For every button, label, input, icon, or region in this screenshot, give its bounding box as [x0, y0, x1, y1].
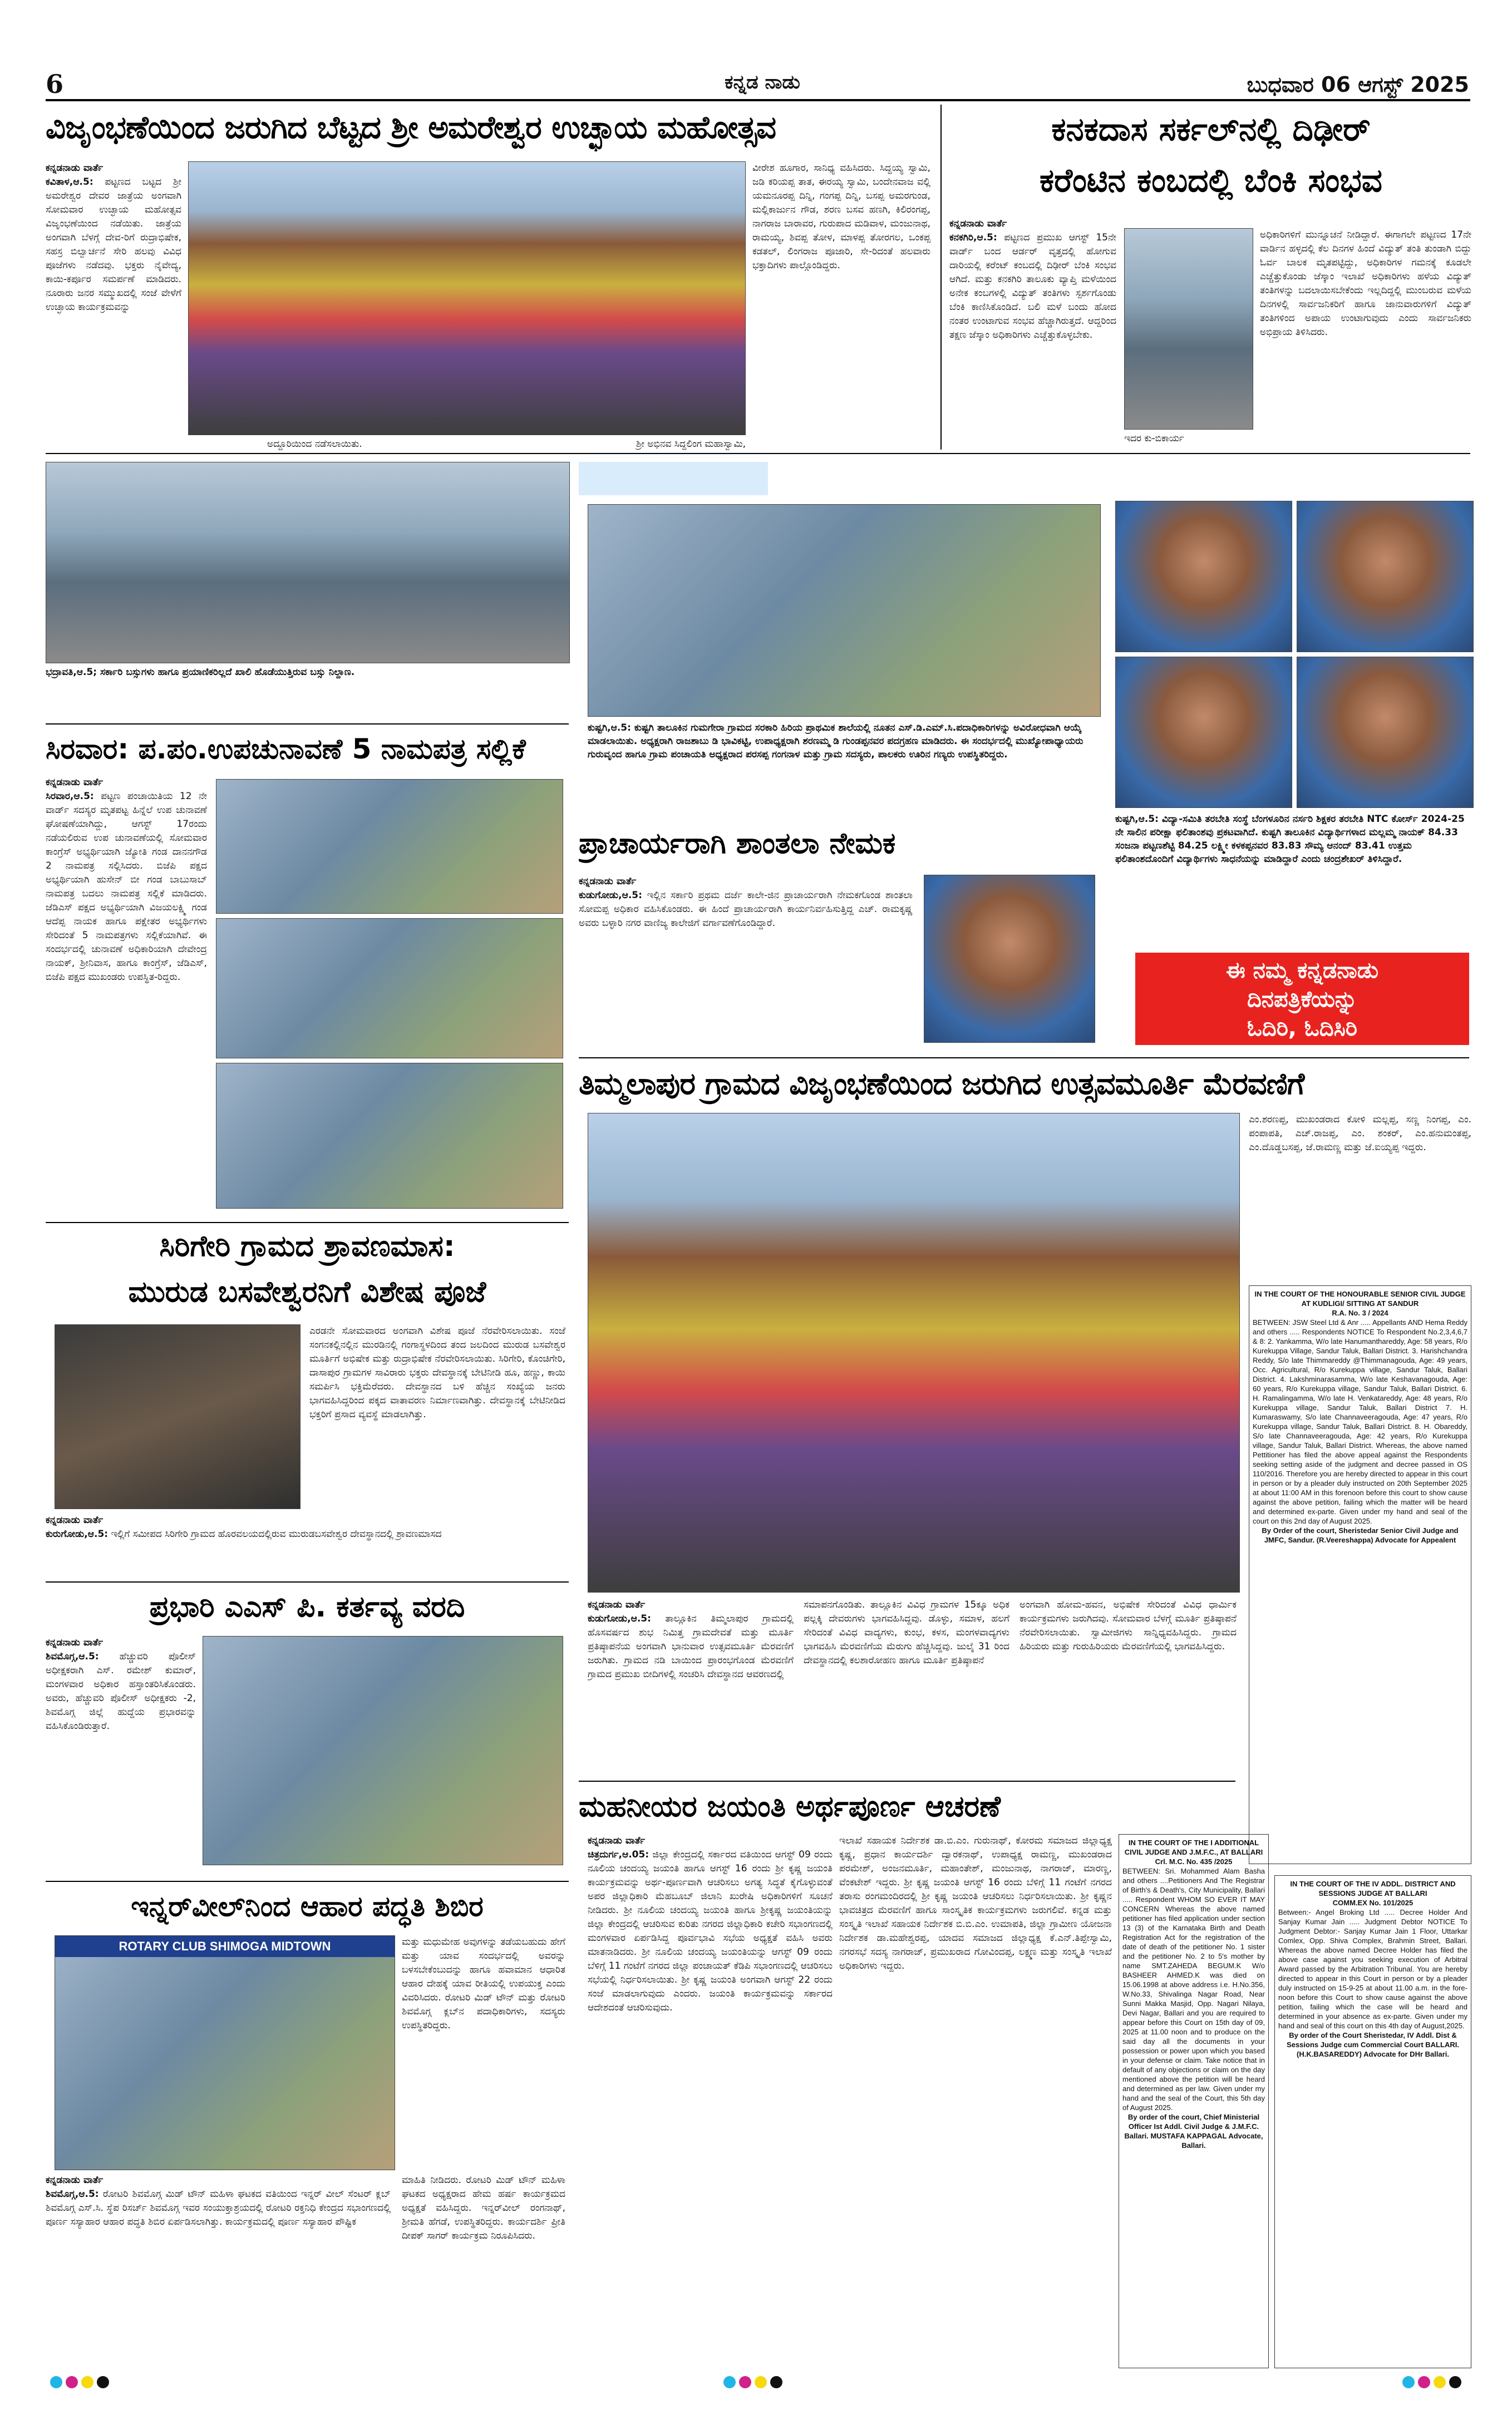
- student-photo-4: [1297, 657, 1474, 808]
- place-date: ಶಿವಮೊಗ್ಗ,ಆ.5:: [46, 1651, 99, 1662]
- thimmalapura-col2: ಸಮಾಪನಗೊಂಡಿತು. ತಾಲ್ಲೂಕಿನ ವಿವಿಧ ಗ್ರಾಮಗಳ 15ಕ್ಕೂ ಅಧಿಕ ಪಲ್ಲಕ್ಕಿ ದೇವರುಗಳು ಭಾಗವಹಿಸಿದ್ದವು. ಡೊಳ್ಳು, ಸಮಾಳ, ಹಲಗೆ ಸೇರಿದಂತೆ ವಿವಿಧ ವಾದ್ಯಗಳು, ಕುಂಭ, ಕಳಸ, ಮಂಗಳವಾದ್ಯಗಳು ಭಾಗವಹಿಸಿ ಮೆರವಣಿಗೆಯ ಮೆರುಗು ಹೆಚ್ಚಿಸಿದ್ದವು. ಜುಲೈ 31 ರಿಂದ ದೇವಸ್ಥಾನದಲ್ಲಿ ಕಲಶಾರೋಹಣ ಹಾಗೂ ಮೂರ್ತಿ ಪ್ರತಿಷ್ಠಾಪನೆ: [804, 1599, 1009, 1666]
- sp-headline: ಪ್ರಭಾರಿ ಎಎಸ್ ಪಿ. ಕರ್ತವ್ಯ ವರದಿ: [149, 1590, 465, 1624]
- kanakadasa-text-left: [949, 217, 1116, 451]
- sirivara-headline: ಸಿರವಾರ: ಪ.ಪಂ.ಉಪಚುನಾವಣೆ 5 ನಾಮಪತ್ರ ಸಲ್ಲಿಕೆ: [46, 733, 526, 765]
- body: ಪಟ್ಟಣ ಪಂಚಾಯಿತಿಯ 12 ನೇ ವಾರ್ಡ್ ಸದಸ್ಯರ ಮೃತಪಟ್ಟ ಹಿನ್ನೆಲೆ ಉಪ ಚುನಾವಣೆ ಘೋಷಣೆಯಾಗಿದ್ದು, ಆಗಸ್ಟ್ 17ರಂದು ನಡೆಯಲಿರುವ ಉಪ ಚುನಾವಣೆಯಲ್ಲಿ ಸೋಮವಾರ ಕಾಂಗ್ರೆಸ್ ಅಭ್ಯರ್ಥಿಯಾಗಿ ಜ್ಯೋತಿ ಗಂಡ ದಾನನಗೌಡ 2 ನಾಮಪತ್ರ ಸಲ್ಲಿಸಿದರು. ಬಿಜೆಪಿ ಪಕ್ಷದ ಅಭ್ಯರ್ಥಿಯಾಗಿ ಹುಸೇನ್ ಬೀ ಗಂಡ ಬಾಬುಸಾಬ್ ನಾಮಪತ್ರ ಬದಲು ನಾಮಪತ್ರ ಸಲ್ಲಿಕೆ ಮಾಡಿದರು. ಜೆಡಿಎಸ್ ಪಕ್ಷದ ಅಭ್ಯರ್ಥಿಯಾಗಿ ವಿಜಯಲಕ್ಷ್ಮಿ ಗಂಡ ಆದೆಪ್ಪ ನಾಯಕ ಹಾಗೂ ಪಕ್ಷೇತರ ಅಭ್ಯರ್ಥಿಗಳು ಸೇರಿದಂತೆ 5 ನಾಮಪತ್ರಗಳು ಸಲ್ಲಿಕೆಯಾಗಿವೆ. ಈ ಸಂದರ್ಭದಲ್ಲಿ ಚುನಾವಣೆ ಅಧಿಕಾರಿಯಾಗಿ ದೇವೇಂದ್ರ ನಾಯಕ್, ಶ್ರೀನಿವಾಸ, ಹಾಗೂ ಕಾಂಗ್ರೆಸ್, ಜೆಡಿಎಸ್, ಬಿಜೆಪಿ ಪಕ್ಷದ ಮುಖಂಡರು ಉಪಸ್ಥಿತ-ರಿದ್ದರು.: [46, 791, 207, 983]
- bus-stand-photo: [46, 462, 570, 663]
- sp-text: [46, 1636, 196, 1875]
- kushtagi-school-photo: [588, 504, 1101, 717]
- place-date: ಶಿವಮೊಗ್ಗ,ಆ.5:: [46, 2189, 99, 2200]
- byline: ಕನ್ನಡನಾಡು ವಾರ್ತೆ: [579, 876, 637, 887]
- registration-marks-center: [723, 2376, 782, 2388]
- byline: ಕನ್ನಡನಾಡು ವಾರ್ತೆ: [46, 1637, 104, 1648]
- cyan-dot: [50, 2376, 62, 2388]
- promo-line-1: ಈ ನಮ್ಮ ಕನ್ನಡನಾಡು: [1226, 958, 1378, 983]
- place-date: ಕುಡುಗೋಡು,ಆ.5:: [588, 1613, 651, 1624]
- student-photo-3: [1115, 657, 1292, 808]
- bus-stand-caption: ಭದ್ರಾವತಿ,ಆ.5; ಸರ್ಕಾರಿ ಬಸ್ಸುಗಳು ಹಾಗೂ ಪ್ರಯಾಣಿಕರಿಲ್ಲದೆ ಖಾಲಿ ಹೊಡೆಯುತ್ತಿರುವ ಬಸ್ಸು ನಿಲ್ದಾಣ.: [46, 667, 355, 678]
- innerwheel-text-right: ಮತ್ತು ಮಧುಮೇಹ ಅವುಗಳನ್ನು ತಡೆಯಬಹುದು ಹೇಗೆ ಮತ್ತು ಯಾವ ಸಂದರ್ಭದಲ್ಲಿ ಅವರನ್ನು ಬಳಸಬೇಕೆಂಬುದನ್ನು ಹಾಗೂ ಹವಾಮಾನ ಆಧಾರಿತ ಆಹಾರ ದೇಹಕ್ಕೆ ಯಾವ ರೀತಿಯಲ್ಲಿ ಉಪಯುಕ್ತ ಎಂದು ವಿವರಿಸಿದರು. ರೋಟರಿ ಮಿಡ್ ಟೌನ್ ಮತ್ತು ರೋಟರಿ ಶಿವಮೊಗ್ಗ ಕ್ಲಬ್‌ನ ಪದಾಧಿಕಾರಿಗಳು, ಸದಸ್ಯರು ಉಪಸ್ಥಿತರಿದ್ದರು.: [402, 1936, 565, 2031]
- thimmalapura-col1: [588, 1598, 794, 1765]
- section-rule: [579, 1781, 1235, 1782]
- body: ರೋಟರಿ ಶಿವಮೊಗ್ಗ ಮಿಡ್ ಟೌನ್ ಮಹಿಳಾ ಘಟಕದ ವತಿಯಿಂದ ಇನ್ನರ್ ವೀಲ್ ಸೆಂಟರ್ ಕ್ಲಬ್ ಶಿವಮೊಗ್ಗ ಎಸ್.ಸಿ. ಸ್ಥೆಪ ರಿಸರ್ಚ್ ಶಿವಮೊಗ್ಗ ಇವರ ಸಂಯುಕ್ತಾಶ್ರಯದಲ್ಲಿ ರೋಟರಿ ರಕ್ತನಿಧಿ ಕೇಂದ್ರದ ಸಭಾಂಗಣದಲ್ಲಿ ಪೂರ್ಣ ಸಸ್ಯಾಹಾರ ಆಹಾರ ಪದ್ಧತಿ ಶಿಬಿರ ಏರ್ಪಡಿಸಲಾಗಿತ್ತು. ಕಾರ್ಯಕ್ರಮದಲ್ಲಿ ಪೂರ್ಣ ಸಸ್ಯಾಹಾರ ಪೌಷ್ಟಿಕ: [46, 2189, 391, 2227]
- byline: ಕನ್ನಡನಾಡು ವಾರ್ತೆ: [588, 1599, 646, 1610]
- body: ತಾಲ್ಲೂಕಿನ ತಿಮ್ಮಲಾಪುರ ಗ್ರಾಮದಲ್ಲಿ ಹೊಸವರ್ಷದ ಶುಭ ನಿಮಿತ್ತ ಗ್ರಾಮದೇವತೆ ಮತ್ತು ಮೂರ್ತಿ ಪ್ರತಿಷ್ಠಾಪನೆಯ ಅಂಗವಾಗಿ ಭಾನುವಾರ ಉತ್ಸವಮೂರ್ತಿ ಮೆರವಣಿಗೆ ಜರುಗಿತು. ಗ್ರಾಮದ ನಡಿ ಬಾಯಿಂದ ಪ್ರಾರಂಭಗೊಂಡ ಮೆರವಣಿಗೆ ಗ್ರಾಮದ ಪ್ರಮುಖ ಬೀದಿಗಳಲ್ಲಿ ಸಂಚರಿಸಿ ದೇವಸ್ಥಾನದ ಆವರಣದಲ್ಲಿ: [588, 1613, 794, 1680]
- sp-photo: [203, 1636, 563, 1865]
- section-rule: [579, 1057, 1469, 1058]
- body: ಜಿಲ್ಲಾ ಕೇಂದ್ರದಲ್ಲಿ ಸರ್ಕಾರದ ವತಿಯಿಂದ ಆಗಸ್ಟ್ 09 ರಂದು ನೂಲಿಯ ಚಂದಯ್ಯ ಜಯಂತಿ ಹಾಗೂ ಆಗಸ್ಟ್ 16 ರಂದು ಶ್ರೀ ಕೃಷ್ಣ ಜಯಂತಿ ಕಾರ್ಯಕ್ರಮವನ್ನು ಅರ್ಥ-ಪೂರ್ಣವಾಗಿ ಆಚರಿಸಲು ಅಗತ್ಯ ಸಿದ್ಧತೆ ಕೈಗೊಳ್ಳುವಂತೆ ಅಪರ ಜಿಲ್ಲಾಧಿಕಾರಿ ಮೆಹಬೂಬ್ ಜಿಲಾನಿ ಖುರೇಷಿ ಅಧಿಕಾರಿಗಳಿಗೆ ಸೂಚನೆ ನೀಡಿದರು. ಶ್ರೀ ನೂಲಿಯ ಚಂದಯ್ಯ ಜಯಂತಿ ಹಾಗೂ ಶ್ರೀಕೃಷ್ಣ ಜಯಂತಿಯನ್ನು ಜಿಲ್ಲಾ ಕೇಂದ್ರದಲ್ಲಿ ಆಚರಿಸುವ ಕುರಿತು ನಗರದ ಜಿಲ್ಲಾಧಿಕಾರಿ ಕಚೇರಿ ಸಭಾಂಗಣದಲ್ಲಿ ಮಂಗಳವಾರ ಏರ್ಪಡಿಸಿದ್ದ ಪೂರ್ವಭಾವಿ ಸಭೆಯ ಅಧ್ಯಕ್ಷತೆ ವಹಿಸಿ ಅವರು ಮಾತನಾಡಿದರು. ಶ್ರೀ ನೂಲಿಯ ಚಂದಯ್ಯ ಜಯಂತಿಯನ್ನು ಆಗಸ್ಟ್ 09 ರಂದು ಬೆಳಿಗ್ಗೆ 11 ಗಂಟೆಗೆ ನಗರದ ಜಿಲ್ಲಾ ಪಂಚಾಯತ್ ಕೆಡಿಪಿ ಸಭಾಂಗಣದಲ್ಲಿ ಆಚರಿಸಲು ಸಭೆಯಲ್ಲಿ ನಿರ್ಧರಿಸಲಾಯಿತು. ಶ್ರೀ ಕೃಷ್ಣ ಜಯಂತಿ ಅಂಗವಾಗಿ ಆಗಸ್ಟ್ 22 ರಂದು ಸಂಜೆ ಮಾಡಲಾಗುವುದು ಎಂದರು. ಜಯಂತಿ ಕಾರ್ಯಕ್ರಮವನ್ನು ಸರ್ಕಾರದ ಆದೇಶದಂತೆ ಆಚರಿಸುವುದು.: [588, 1849, 833, 2013]
- place-date: ಕುರುಗೋಡು,ಆ.5:: [46, 1529, 109, 1540]
- thimmalapura-photo: [588, 1113, 1240, 1593]
- student-photo-2: [1297, 501, 1474, 652]
- yellow-dot: [755, 2376, 767, 2388]
- byline: ಕನ್ನಡನಾಡು ವಾರ್ತೆ: [46, 777, 104, 788]
- byline: ಕನ್ನಡನಾಡು ವಾರ್ತೆ: [46, 162, 104, 174]
- students-caption: ಕುಷ್ಟಗಿ,ಆ.5: ವಿದ್ಯಾ-ಸಮಿತಿ ತರಬೇತಿ ಸಂಸ್ಥೆ ಬೆಂಗಳೂರಿನ ನರ್ಸರಿ ಶಿಕ್ಷಕರ ತರಬೇತಿ NTC ಕೋರ್ಸ್ 2024-25 ನೇ ಸಾಲಿನ ಪರೀಕ್ಷಾ ಫಲಿತಾಂಶವು ಪ್ರಕಟವಾಗಿದೆ. ಕುಷ್ಟಗಿ ತಾಲೂಕಿನ ವಿದ್ಯಾರ್ಥಿಗಳಾದ ಮಲ್ಲಮ್ಮ ನಾಯಕ್ 84.33 ಸಂಜನಾ ಪಟ್ಟಣಶೆಟ್ಟಿ 84.25 ಲಕ್ಷ್ಮೀ ಕಳಕಪ್ಪನವರ 83.83 ಸೌಮ್ಯ ಆನಂದ್ 83.41 ಉತ್ತಮ ಫಲಿತಾಂಶದೊಂದಿಗೆ ವಿದ್ಯಾರ್ಥಿಗಳು ಸಾಧನೆಯನ್ನು ಮಾಡಿದ್ದಾರೆ ಎಂದು ಚಂದ್ರಶೇಖರ್ ತಿಳಿಸಿದ್ದಾರೆ.: [1115, 814, 1465, 865]
- section-rule: [46, 453, 1470, 454]
- place-date: ಕನಕಗಿರಿ,ಆ.5:: [949, 232, 997, 243]
- sirigeri-photo: [55, 1324, 301, 1509]
- place-date: ಚಿತ್ರದುರ್ಗ,ಆ.05:: [588, 1849, 649, 1860]
- thimmalapura-headline: ತಿಮ್ಮಲಾಪುರ ಗ್ರಾಮದ ವಿಜೃಂಭಣೆಯಿಂದ ಜರುಗಿದ ಉತ್ಸವಮೂರ್ತಿ ಮೆರವಣಿಗೆ: [579, 1066, 1304, 1101]
- mahaniya-col1: [588, 1834, 833, 2352]
- kanakadasa-text-right: ಅಧಿಕಾರಿಗಳಿಗೆ ಮುನ್ನೂಚನೆ ನೀಡಿದ್ದಾರೆ. ಈಗಾಗಲೇ ಪಟ್ಟಣದ 17ನೇ ವಾರ್ಡಿನ ಹಳ್ಳದಲ್ಲಿ ಕೆಲ ದಿನಗಳ ಹಿಂದೆ ವಿದ್ಯುತ್ ತಂತಿ ತುಂಡಾಗಿ ಬಿದ್ದು ಓರ್ವ ಬಾಲಕ ಮೃತಪಟ್ಟಿದ್ದು, ಅಧಿಕಾರಿಗಳ ಗಮನಕ್ಕೆ ಕೂಡಲೇ ಎಚ್ಚೆತ್ತುಕೊಂಡು ಜೆಸ್ಕಾಂ ಇಲಾಖೆ ಅಧಿಕಾರಿಗಳು ಹಳೆಯ ವಿದ್ಯುತ್ ತಂತಿಗಳನ್ನು ಬದಲಾಯಿಸಬೇಕೆಂದು ಇಲ್ಲದಿದ್ದಲ್ಲಿ ಮುಂಬರುವ ಮಳೆಯ ದಿನಗಳಲ್ಲಿ ಸಾರ್ವಜನಿಕರಿಗೆ ಹಾಗೂ ಜಾನುವಾರುಗಳಿಗೆ ವಿದ್ಯುತ್ ತಂತಿಗಳಿಂದ ಅಪಾಯ ಉಂಟಾಗುವುದು ಎಂದು ಸಾರ್ವಜನಿಕರು ಅಭಿಪ್ರಾಯ ತಿಳಿಸಿದರು.: [1260, 229, 1471, 338]
- kanakadasa-headline-line2: ಕರೆಂಟಿನ ಕಂಬದಲ್ಲಿ ಬೆಂಕಿ ಸಂಭವ: [1040, 161, 1382, 199]
- legal-court: IN THE COURT OF THE HONOURABLE SENIOR CIVIL JUDGE AT KUDLIGI/ SITTING AT SANDUR: [1254, 1290, 1466, 1308]
- legal-court: IN THE COURT OF THE I ADDITIONAL CIVIL JUDGE AND J.M.F.C., AT BALLARI: [1124, 1839, 1263, 1856]
- innerwheel-photo: [55, 1935, 395, 2170]
- black-dot: [1449, 2376, 1461, 2388]
- innerwheel-headline: ಇನ್ನರ್‌ವೀಲ್‌ನಿಂದ ಆಹಾರ ಪದ್ಧತಿ ಶಿಬಿರ: [131, 1890, 484, 1923]
- kanakadasa-headline-line1: ಕನಕದಾಸ ಸರ್ಕಲ್‌ನಲ್ಲಿ ದಿಢೀರ್: [1051, 110, 1371, 148]
- legal-case-no: R.A. No. 3 / 2024: [1332, 1309, 1388, 1317]
- thimmalapura-side-text: ಎಂ.ಶರಣಪ್ಪ, ಮುಖಂಡರಾದ ಕೋಳಿ ಮಲ್ಲಪ್ಪ, ಸಣ್ಣ ನಿಂಗಪ್ಪ, ಎಂ. ಪಂಪಾಪತಿ, ಎಚ್.ರಾಜಪ್ಪ, ಎಂ. ಶಂಕರ್, ಎಂ.ಹನುಮಂತಪ್ಪ, ಎಂ.ದೊಡ್ಡಬಸಪ್ಪ, ಜೆ.ರಾಮಣ್ಣ ಮತ್ತು ಜೆ.ಐಯ್ಯಪ್ಪ ಇದ್ದರು.: [1249, 1114, 1471, 1153]
- legal-notice-3: [1274, 1875, 1471, 2368]
- innerwheel-text-bottom: [46, 2174, 391, 2363]
- section-rule: [46, 1581, 569, 1583]
- byline: ಕನ್ನಡನಾಡು ವಾರ್ತೆ: [46, 1515, 104, 1526]
- place-date: ಕವಿತಾಳ,ಆ.5:: [46, 176, 93, 188]
- body: ಹೆಚ್ಚುವರಿ ಪೊಲೀಸ್ ಅಧೀಕ್ಷಕರಾಗಿ ಎಸ್. ರಮೇಶ್ ಕುಮಾರ್, ಮಂಗಳವಾರ ಅಧಿಕಾರ ಹಸ್ತಾಂತರಿಸಿಕೊಂಡರು. ಅವರು, ಹೆಚ್ಚುವರಿ ಪೊಲೀಸ್ ಅಧೀಕ್ಷಕರು -2, ಶಿವಮೊಗ್ಗ ಜಿಲ್ಲೆ ಹುದ್ದೆಯ ಪ್ರಭಾರವನ್ನು ವಹಿಸಿಕೊಂಡಿರುತ್ತಾರೆ.: [46, 1651, 196, 1732]
- sirivara-photo-3: [216, 1063, 563, 1209]
- sirigeri-headline-line2: ಮುರುಡ ಬಸವೇಶ್ವರನಿಗೆ ವಿಶೇಷ ಪೂಜೆ: [128, 1275, 486, 1309]
- registration-marks-left: [50, 2376, 109, 2388]
- legal-court: IN THE COURT OF THE IV ADDL. DISTRICT AND SESSIONS JUDGE AT BALLARI: [1290, 1880, 1456, 1898]
- principal-text: [579, 875, 913, 1019]
- sirivara-text: [46, 776, 207, 1221]
- thimmalapura-col3: ಅಂಗವಾಗಿ ಹೋಮ-ಹವನ, ಅಭಿಷೇಕ ಸೇರಿದಂತೆ ವಿವಿಧ ಧಾರ್ಮಿಕ ಕಾರ್ಯಕ್ರಮಗಳು ಜರುಗಿದವು. ಸೋಮವಾರ ಬೆಳಗ್ಗೆ ಮೂರ್ತಿ ಪ್ರತಿಷ್ಠಾಪನೆ ನೆರವೇರಿಸಲಾಯಿತು. ಸ್ವಾಮೀಜಿಗಳು ಸಾನ್ನಿಧ್ಯವಹಿಸಿದ್ದರು. ಗ್ರಾಮದ ಹಿರಿಯರು ಮತ್ತು ಗುರುಹಿರಿಯರು ಮೆರವಣಿಗೆಯಲ್ಲಿ ಭಾಗವಹಿಸಿದ್ದರು.: [1020, 1599, 1237, 1652]
- registration-marks-right: [1402, 2376, 1461, 2388]
- promo-box: [1135, 953, 1469, 1045]
- sirigeri-headline-line1: ಸಿರಿಗೇರಿ ಗ್ರಾಮದ ಶ್ರಾವಣಮಾಸ:: [159, 1230, 455, 1263]
- byline: ಕನ್ನಡನಾಡು ವಾರ್ತೆ: [588, 1835, 646, 1846]
- kanakadasa-photo-caption: ಇದರ ಕು-ಬಿಕಾರ್ಯ: [1124, 433, 1184, 444]
- principal-headline: ಪ್ರಾಚಾರ್ಯರಾಗಿ ಶಾಂತಲಾ ನೇಮಕ: [579, 827, 896, 860]
- promo-line-2: ದಿನಪತ್ರಿಕೆಯನ್ನು: [1247, 987, 1358, 1012]
- yellow-dot: [1434, 2376, 1446, 2388]
- date-line: ಬುಧವಾರ 06 ಆಗಸ್ಟ್ 2025: [1247, 72, 1469, 97]
- body: ಪಟ್ಟಣದ ಬಟ್ಟದ ಶ್ರೀ ಅಮರೇಶ್ವರ ದೇವರ ಜಾತ್ರೆಯ ಅಂಗವಾಗಿ ಸೋಮವಾರ ಉಚ್ಛಾಯ ಮಹೋತ್ಸವ ವಿಜೃಂಭಣೆಯಿಂದ ನಡೆಯಿತು. ಜಾತ್ರೆಯ ಅಂಗವಾಗಿ ಬೆಳಗ್ಗೆ ದೇವ-ರಿಗೆ ರುದ್ರಾಭಿಷೇಕ, ಸಹಸ್ರ ಬಿಲ್ವಾರ್ಚನೆ ಸೇರಿ ಹಲವು ವಿವಿಧ ಪೂಜೆಗಳು ನಡೆದವು. ಭಕ್ತರು ನೈವೇದ್ಯ, ಕಾಯಿ-ಕರ್ಪೂರ ಸಮರ್ಪಣೆ ಮಾಡಿದರು. ನೂರಾರು ಜನರ ಸಮ್ಮುಖದಲ್ಲಿ ಸಂಜೆ ವೇಳೆಗೆ ಉಚ್ಛಾಯ ಕಾರ್ಯಕ್ರಮವನ್ನು: [46, 176, 181, 313]
- amareshwara-caption-a: ಅದ್ದೂರಿಯಿಂದ ನಡೆಸಲಾಯಿತು.: [267, 438, 362, 450]
- mahaniya-headline: ಮಹನೀಯರ ಜಯಂತಿ ಅರ್ಥಪೂರ್ಣ ಆಚರಣೆ: [579, 1790, 1001, 1823]
- amareshwara-photo: [188, 161, 746, 435]
- place-date: ಕುಡುಗೋಡು,ಆ.5:: [579, 890, 642, 901]
- cyan-dot: [723, 2376, 736, 2388]
- legal-body: Between:- Angel Broking Ltd ..... Decree Holder And Sanjay Kumar Jain ..... Judgment Debtor NOTICE To Judgment Debtor:- Sanjay Kumar Jain 1 Floor, Uttarkar Comlex, Opp. Shiva Complex, Brahmin Street, Ballari. Whereas the above named Decree Holder has filed the above case against you seeking execution of Arbitral Award passed by the Arbitration Tribunal. You are hereby directed to appear in this Court in person or by a pleader duly instructed on 15-9-25 at about 11.00 a.m. in the fore-noon before this Court to show cause against the above petition, failing which the case will be heard and determined in your absence as ex-parte. Given under my hand and seal of this court on this 4th day of August,2025.: [1278, 1908, 1467, 2030]
- kushtagi-school-caption: ಕುಷ್ಟಗಿ,ಆ.5: ಕುಷ್ಟಗಿ ತಾಲೂಕಿನ ಗುಮಗೇರಾ ಗ್ರಾಮದ ಸರಕಾರಿ ಹಿರಿಯ ಪ್ರಾಥಮಿಕ ಶಾಲೆಯಲ್ಲಿ ನೂತನ ಎಸ್.ಡಿ.ಎಮ್.ಸಿ.ಪದಾಧಿಕಾರಿಗಳನ್ನು ಅವಿರೋಧವಾಗಿ ಆಯ್ಕೆ ಮಾಡಲಾಯಿತು. ಅಧ್ಯಕ್ಷರಾಗಿ ರಾಜಶಾಬು ಡಿ ಭಾವಿಕಟ್ಟಿ, ಉಪಾಧ್ಯಕ್ಷರಾಗಿ ಶರಣಮ್ಮ ಡಿ ಗುಂಡಪ್ಪನವರ ಪದಗ್ರಹಣ ಮಾಡಿದರು. ಈ ಸಂದರ್ಭದಲ್ಲಿ ಮುಖ್ಯೋಪಾಧ್ಯಾಯರು ಗುರುವೃಂದ ಹಾಗೂ ಗ್ರಾಮ ಪಂಚಾಯತಿ ಅಧ್ಯಕ್ಷರಾದ ಪರಸಪ್ಪ ಗಂಗನಾಳ ಮತ್ತು ಗ್ರಾಮ ಸದಸ್ಯರು, ಪಾಲಕರು ಊರಿನ ಗಣ್ಯರು ಉಪಸ್ಥಿತರಿದ್ದರು.: [588, 722, 1083, 760]
- byline: ಕನ್ನಡನಾಡು ವಾರ್ತೆ: [949, 218, 1007, 229]
- legal-case-no: Crl. M.C. No. 435 /2025: [1155, 1857, 1233, 1866]
- legal-notice-1: [1249, 1285, 1471, 1864]
- student-photo-1: [1115, 501, 1292, 652]
- magenta-dot: [739, 2376, 751, 2388]
- innerwheel-text-bottom-right: ಮಾಹಿತಿ ನೀಡಿದರು. ರೋಟರಿ ಮಿಡ್ ಟೌನ್ ಮಹಿಳಾ ಘಟಕದ ಅಧ್ಯಕ್ಷರಾದ ಹೇಮ ಹರ್ಷ ಕಾರ್ಯಕ್ರಮದ ಅಧ್ಯಕ್ಷತೆ ವಹಿಸಿದ್ದರು. ಇನ್ನರ್‌ವೀಲ್ ರಂಗನಾಥ್, ಶ್ರೀಮತಿ ಹೆಗಡೆ, ಉಪಸ್ಥಿತರಿದ್ದರು. ಕಾರ್ಯದರ್ಶಿ ಪ್ರೀತಿ ದೀಪಕ್ ಸಾಗರ್ ಕಾರ್ಯಕ್ರಮ ನಿರೂಪಿಸಿದರು.: [402, 2175, 565, 2241]
- legal-sign: By order of the Court Sheristedar, IV Addl. Dist & Sessions Judge cum Commercial Court BALLARI. (H.K.BASAREDDY) Advocate for DHr Ballari.: [1287, 2031, 1459, 2058]
- amareshwara-text-right: ವೀರೇಶ ಹೂಗಾರ, ಸಾನಿಧ್ಯ ವಹಿಸಿದರು. ಸಿದ್ದಯ್ಯ ಸ್ವಾಮಿ, ಜಡಿ ಕರಿಯಪ್ಪ ತಾತ, ಈರಯ್ಯ ಸ್ವಾಮಿ, ಬಂದೇನವಾಜ ವಲ್ಲಿ ಯಮನೂರಪ್ಪ ದಿನ್ನಿ, ಗಂಗಪ್ಪ ದಿನ್ನಿ, ಬಸಪ್ಪ ಅಮರಗುಂಡ, ಮಲ್ಲಿಕಾರ್ಜುನ ಗೌಡ, ಶರಣ ಬಸವ ಹಣಗಿ, ಕಿಲಿರಂಗಪ್ಪ, ನಾಗರಾಜ ಬಾರಾವರ, ಗುರುಪಾದ ಮಡಿವಾಳ, ಮಂಜುನಾಥ, ರಾಮಯ್ಯ, ಶಿವಪ್ಪ ತೋಳ, ಮಾಳಪ್ಪ ತೋರಗಲ, ಒಂಕಪ್ಪ ಕಡತಲ್, ಲಿಂಗರಾಜ ಪೂಜಾರಿ, ಸೇ-ರಿದಂತೆ ಹಲವಾರು ಭಕ್ತಾದಿಗಳು ಪಾಲ್ಗೊಂಡಿದ್ದರು.: [752, 162, 930, 271]
- legal-sign: By order of the court, Chief Ministerial Officer Ist Addl. Civil Judge & J.M.F.C. Ballari. MUSTAFA KAPPAGAL Advocate, Ballari.: [1124, 2113, 1263, 2150]
- body: ಇಲ್ಲಿಗೆ ಸಮೀಪದ ಸಿರಿಗೇರಿ ಗ್ರಾಮದ ಹೊರವಲಯದಲ್ಲಿರುವ ಮುರುಡಬಸವೇಶ್ವರ ದೇವಸ್ಥಾನದಲ್ಲಿ ಶ್ರಾವಣಮಾಸದ: [111, 1529, 442, 1540]
- amareshwara-headline: ವಿಜೃಂಭಣೆಯಿಂದ ಜರುಗಿದ ಬೆಟ್ಟದ ಶ್ರೀ ಅಮರೇಶ್ವರ ಉಚ್ಛಾಯ ಮಹೋತ್ಸವ: [46, 110, 776, 146]
- page-number: 6: [46, 69, 64, 99]
- blue-banner: [579, 462, 768, 495]
- black-dot: [97, 2376, 109, 2388]
- section-rule: [46, 1222, 569, 1223]
- sirivara-photo-2: [216, 918, 563, 1058]
- sirigeri-text-bottom: [46, 1514, 565, 1575]
- magenta-dot: [1418, 2376, 1430, 2388]
- legal-sign: By Order of the court, Sheristedar Senior Civil Judge and JMFC, Sandur. (R.Veereshappa) Advocate for Appealent: [1262, 1526, 1459, 1544]
- place-date: ಸಿರವಾರ,ಆ.5:: [46, 791, 94, 802]
- body: ಇಲ್ಲಿನ ಸರ್ಕಾರಿ ಪ್ರಥಮ ದರ್ಜೆ ಕಾಲೇ-ಜಿನ ಪ್ರಾಚಾರ್ಯರಾಗಿ ನೇಮಕಗೊಂಡ ಶಾಂತಲಾ ಸೋಮಪ್ಪ ಅಧಿಕಾರ ವಹಿಸಿಕೊಂಡರು. ಈ ಹಿಂದೆ ಪ್ರಾಚಾರ್ಯರಾಗಿ ಕಾರ್ಯನಿರ್ವಹಿಸುತ್ತಿದ್ದ ಎಚ್. ರಾಮಕೃಷ್ಣ ಅವರು ಬಳ್ಳಾರಿ ನಗರ ವಾಣಿಜ್ಯ ಕಾಲೇಜಿಗೆ ವರ್ಗಾವಣೆಗೊಂಡಿದ್ದಾರೆ.: [579, 890, 913, 929]
- amareshwara-text-left: [46, 161, 181, 451]
- section-rule: [46, 723, 569, 725]
- sirivara-photo-1: [216, 779, 563, 914]
- black-dot: [770, 2376, 782, 2388]
- column-rule: [940, 105, 942, 450]
- kanakadasa-photo: [1124, 228, 1253, 430]
- section-rule: [46, 1881, 569, 1882]
- legal-body: BETWEEN: Sri. Mohammed Alam Basha and others ....Petitioners And The Registrar of Birth's & Death's, City Municipality, Ballari ..... Respondent WHOM SO EVER IT MAY CONCERN Whereas the above named petitioner has filed application under section 13 (3) of the Karnataka Birth and Death Registration Act for the registration of the date of death of the petitioner No. 1 sister and the petitioner No. 2 to 5's mother by name SMT.ZAHEDA BEGUM.K W/o BASHEER AHMED.K was died on 15.06.1998 at above address i.e. H.No.356, W.No.33, Shivalinga Nagar Road, Near Sunni Makka Masjid, Opp. Nagari Nilaya, Devi Nagar, Ballari and you are required to appear before this Court on 15th day of 09, 2025 at 11.00 noon and to produce on the said day all the documents in your possession or power upon which you based in your defense or claim. Take notice that in default of any objections or claim on the day mentioned above the petition will be heard and determined as per law. Given under my hand and the seal of the Court, this 5th day of August 2025.: [1122, 1867, 1265, 2112]
- promo-line-3: ಓದಿರಿ, ಓದಿಸಿರಿ: [1247, 1016, 1358, 1041]
- sirigeri-text-right: ಎರಡನೇ ಸೋಮವಾರದ ಅಂಗವಾಗಿ ವಿಶೇಷ ಪೂಜೆ ನೆರವೇರಿಸಲಾಯಿತು. ಸಂಜೆ ಸಂಗನಕಲ್ಲಿನಲ್ಲಿನ ಮುರಡಿನಲ್ಲಿ ಗಂಗಾಸ್ಥಳದಿಂದ ತಂದ ಜಲದಿಂದ ಮುರುಡ ಬಸವೇಶ್ವರ ಮೂರ್ತಿಗೆ ಅಭಿಷೇಕ ಮತ್ತು ರುದ್ರಾಭಿಷೇಕ ನೆರವೇರಿಸಲಾಯಿತು. ಸಿರಿಗೇರಿ, ಕೊಂಚಿಗೇರಿ, ದಾಸಾಪುರ ಗ್ರಾಮಗಳ ಸಾವಿರಾರು ಭಕ್ತರು ದೇವಸ್ಥಾನಕ್ಕೆ ಬೇಟಿನೀಡಿ ಹೂ, ಹಣ್ಣು, ಕಾಯಿ ಸಮರ್ಪಿಸಿ ಭಕ್ತಿಮೆರೆದರು. ದೇವಸ್ಥಾನದ ಬಳಿ ಹೆಚ್ಚಿನ ಸಂಖ್ಯೆಯ ಜನರು ಭಾಗವಹಿಸಿದ್ದರಿಂದ ಪಕ್ಕದ ವಾತಾವರಣ ನಿರ್ಮಾಣವಾಗಿತ್ತು. ದೇವಸ್ಥಾನಕ್ಕೆ ಬೇಟಿನೀಡಿದ ಭಕ್ತರಿಗೆ ಪ್ರಸಾದ ವ್ಯವಸ್ಥೆ ಮಾಡಲಾಗಿತ್ತು.: [309, 1325, 565, 1420]
- masthead: ಕನ್ನಡ ನಾಡು: [725, 71, 800, 93]
- byline: ಕನ್ನಡನಾಡು ವಾರ್ತೆ: [46, 2175, 104, 2186]
- legal-body: BETWEEN: JSW Steel Ltd & Anr ..... Appellants AND Hema Reddy and others ..... Respondents NOTICE To Respondent No.2,3,4,6,7 & 8: 2. Yankamma, W/o late Hanumanthareddy, Age: 58 years, R/o Kurekuppa Village, Sandur Taluk, Ballari District. 3. Harishchandra Reddy, S/o late Thimmareddy @Thimmanagouda, Age: 49 years, Occ. Agricultural, R/o Kurekuppa village, Sandur Taluk, Ballari District. 4. Lakshminarasamma, W/o late Keshavanagouda, Age: 60 years, R/o Kurekuppa village, Sandur Taluk, Ballari District. 6. H. Ramalingamma, W/o late H. Venkatareddy, Age: 48 years, R/o Kurekuppa village, Sandur Taluk, Ballari District 7. H. Kumaraswamy, S/o late Channaveeragouda, Age: 47 years, R/o Kurekuppa village, Sandur Taluk, Ballari District. 8. H. Obareddy, S/o late Channaveeragouda, Age: 42 years, R/o Kurekuppa village, Sandur Taluk, Ballari District. Whereas, the above named Pettitioner has filed the above appeal against the Respondents seeking setting aside of the judgment and decree passed in OS 110/2016. Therefore you are hereby directed to appear in this court in person or by a pleader duly instructed on 20th September 2025 at about 11:00 AM in this forenoon before this court to show cause against the above petition, failing which the matter will be heard and determined ex-parte. Given under my hand and seal of the court on this 2nd day of August 2025.: [1253, 1318, 1467, 1525]
- header-rule: [46, 99, 1470, 101]
- legal-notice-2: [1119, 1834, 1269, 2368]
- amareshwara-caption-b: ಶ್ರೀ ಅಭಿನವ ಸಿದ್ದಲಿಂಗ ಮಹಾಸ್ವಾಮಿ,: [636, 438, 746, 450]
- magenta-dot: [66, 2376, 78, 2388]
- legal-case-no: COMM.EX No. 101/2025: [1332, 1899, 1414, 1907]
- mahaniya-col2: ಇಲಾಖೆ ಸಹಾಯಕ ನಿರ್ದೇಶಕ ಡಾ.ಬಿ.ಎಂ. ಗುರುನಾಥ್, ಕೋರಮ ಸಮಾಜದ ಜಿಲ್ಲಾಧ್ಯಕ್ಷ ಕೃಷ್ಣ, ಪ್ರಧಾನ ಕಾರ್ಯದರ್ಶಿ ದ್ವಾರಕನಾಥ್, ಉಪಾಧ್ಯಕ್ಷ ರಾಮಣ್ಣ, ಮುಖಂಡರಾದ ಪರಮೇಶ್, ಅಂಜನಮೂರ್ತಿ, ಮಹಾಂತೇಶ್, ಮಂಜುನಾಥ, ನಾಗರಾಜ್, ಮಾರಣ್ಣ, ವೆಂಕಟೇಶ್ ಇದ್ದರು. ಶ್ರೀ ಕೃಷ್ಣ ಜಯಂತಿ ಆಗಸ್ಟ್ 16 ರಂದು ಬೆಳಿಗ್ಗೆ 11 ಗಂಟೆಗೆ ನಗರದ ತರಾಸು ರಂಗಮಂದಿರದಲ್ಲಿ ಶ್ರೀ ಕೃಷ್ಣ ಜಯಂತಿ ಆಚರಿಸಲು ನಿರ್ಧರಿಸಲಾಯಿತು. ಶ್ರೀ ಕೃಷ್ಣನ ಭಾವಚಿತ್ರದ ಮೆರವಣಿಗೆ ಹಾಗೂ ಸಾಂಸ್ಕೃತಿಕ ಕಾರ್ಯಕ್ರಮಗಳು ಜರುಗಲಿವೆ. ಕನ್ನಡ ಮತ್ತು ಸಂಸ್ಕೃತಿ ಇಲಾಖೆ ಸಹಾಯಕ ನಿರ್ದೇಶಕ ಬಿ.ಬಿ.ಎಂ. ಉಮಾಪತಿ, ಜಿಲ್ಲಾ ಗ್ರಾಮೀಣ ಯೋಜನಾ ನಿರ್ದೇಶಕ ಡಾ.ಮಹೇಶ್ವರಪ್ಪ, ಯಾದವ ಸಮಾಜದ ಜಿಲ್ಲಾಧ್ಯಕ್ಷ ಕೆ.ಎನ್.ತಿಪ್ಪೇಸ್ವಾಮಿ, ನಗರಸಭೆ ಸದಸ್ಯ ನಾಗರಾಜ್, ಪ್ರಮುಖರಾದ ಗೋವಿಂದಪ್ಪ, ಲಕ್ಷ್ಮಣ ಮತ್ತು ಸಂಸ್ಕೃತಿ ಇಲಾಖೆ ಅಧಿಕಾರಿಗಳು ಇದ್ದರು.: [839, 1835, 1112, 1972]
- cyan-dot: [1402, 2376, 1415, 2388]
- body: ಪಟ್ಟಣದ ಪ್ರಮುಖ ಆಗಸ್ಟ್ 15ನೇ ವಾರ್ಡ್ ಬಂದ ಆರ್ಡರ್ ವೃತ್ತದಲ್ಲಿ ಹೋಗುವ ದಾರಿಯಲ್ಲಿ ಕರೆಂಟ್ ಕಂಬದಲ್ಲಿ ದಿಢೀರ್ ಬೆಂಕಿ ಸಂಭವ ಆಗಿದೆ. ಮತ್ತು ಕನಕಗಿರಿ ತಾಲೂಕು ವ್ಯಾಪ್ತಿ ಮಳೆಯಿಂದ ಅನೇಕ ಕಂಬಗಳಲ್ಲಿ ವಿದ್ಯುತ್ ತಂತಿಗಳು ಸ್ಪರ್ಶಗೊಂಡು ಬೆಂಕಿ ಕಾಣಿಸಿಕೊಂಡಿದೆ. ಬಲಿ ಮಳೆ ಬಂದು ಹೋದ ನಂತರ ಉಂಟಾಗುವ ಸಂಭವ ಹೆಚ್ಚಾಗಿರುತ್ತದೆ. ಆದ್ದರಿಂದ ತಕ್ಷಣ ಜೆಸ್ಕಾಂ ಅಧಿಕಾರಿಗಳು ಎಚ್ಚೆತ್ತುಕೊಳ್ಳಬೇಕು.: [949, 232, 1116, 341]
- yellow-dot: [81, 2376, 93, 2388]
- principal-photo: [924, 875, 1095, 1043]
- innerwheel-photo-sign: ROTARY CLUB SHIMOGA MIDTOWN: [55, 1936, 395, 1957]
